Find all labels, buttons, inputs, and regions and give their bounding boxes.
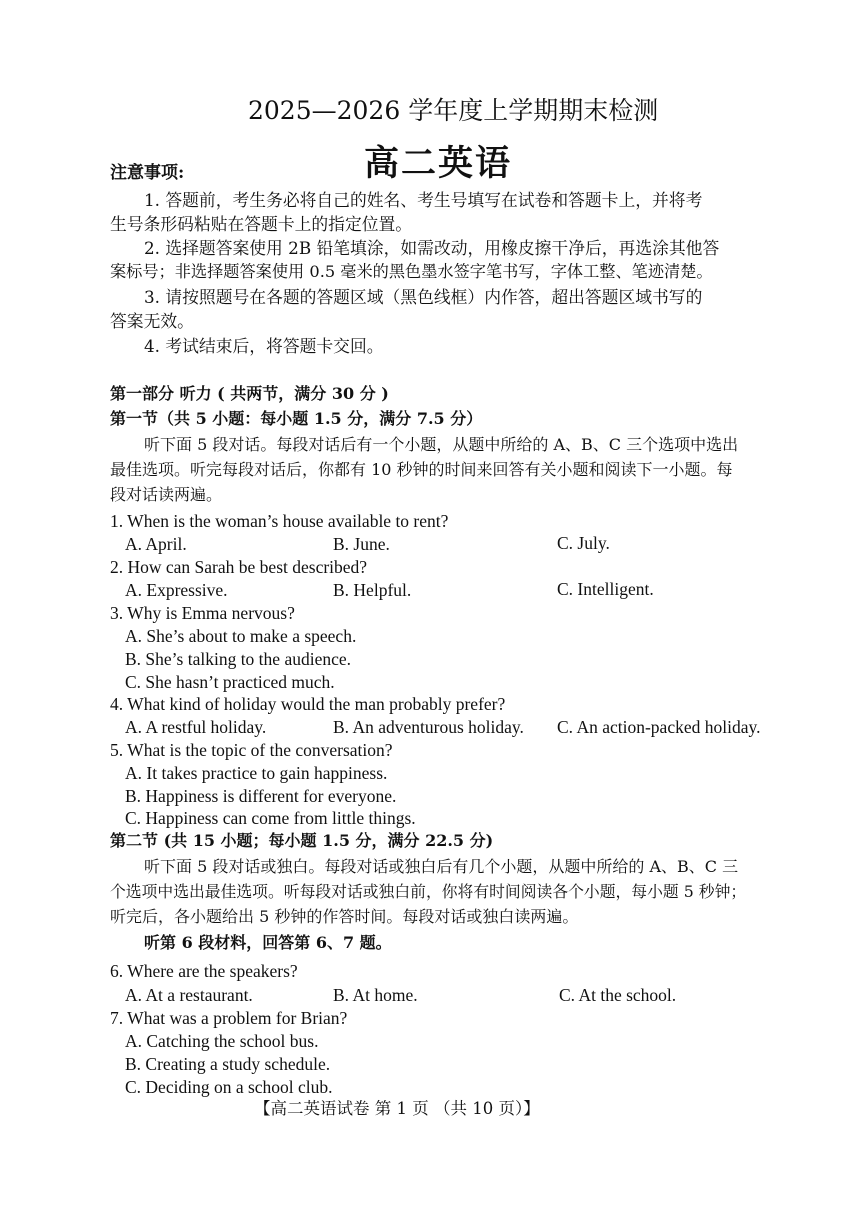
question-3-option-c: C. She hasn’t practiced much. bbox=[125, 672, 335, 692]
question-1-option-c: C. July. bbox=[557, 533, 610, 553]
page-footer: 【高二英语试卷 第 1 页 （共 10 页）】 bbox=[254, 1099, 540, 1118]
question-1-option-a: A. April. bbox=[125, 534, 187, 554]
section-2-heading: 第二节 (共 15 小题；每小题 1.5 分，满分 22.5 分) bbox=[110, 831, 494, 850]
question-5-stem: 5. What is the topic of the conversation? bbox=[110, 740, 393, 760]
material-6-instruction: 听第 6 段材料，回答第 6、7 题。 bbox=[144, 933, 392, 952]
note-1-line-1: 1. 答题前，考生务必将自己的姓名、考生号填写在试卷和答题卡上，并将考 bbox=[144, 190, 703, 210]
question-3-option-a: A. She’s about to make a speech. bbox=[125, 626, 357, 646]
section-2-instruction-3: 听完后，各小题给出 5 秒钟的作答时间。每段对话或独白读两遍。 bbox=[110, 907, 579, 926]
question-3-stem: 3. Why is Emma nervous? bbox=[110, 603, 295, 623]
question-7-option-c: C. Deciding on a school club. bbox=[125, 1077, 333, 1097]
question-5-option-c: C. Happiness can come from little things. bbox=[125, 808, 416, 828]
question-5-option-a: A. It takes practice to gain happiness. bbox=[125, 763, 388, 783]
note-2-line-2: 案标号；非选择题答案使用 0.5 毫米的黑色墨水签字笔书写，字体工整、笔迹清楚。 bbox=[110, 262, 713, 281]
question-6-option-a: A. At a restaurant. bbox=[125, 985, 253, 1005]
question-2-option-a: A. Expressive. bbox=[125, 580, 228, 600]
exam-title: 2025—2026 学年度上学期期末检测 bbox=[248, 96, 659, 125]
section-2-instruction-1: 听下面 5 段对话或独白。每段对话或独白后有几个小题，从题中所给的 A、B、C 三 bbox=[144, 857, 739, 876]
question-6-option-c: C. At the school. bbox=[559, 985, 677, 1005]
section-1-instruction-2: 最佳选项。听完每段对话后，你都有 10 秒钟的时间来回答有关小题和阅读下一小题。每 bbox=[110, 460, 733, 479]
section-1-instruction-1: 听下面 5 段对话。每段对话后有一个小题，从题中所给的 A、B、C 三个选项中选出 bbox=[144, 435, 739, 454]
question-3-option-b: B. She’s talking to the audience. bbox=[125, 649, 351, 669]
note-2-line-1: 2. 选择题答案使用 2B 铅笔填涂，如需改动，用橡皮擦干净后，再选涂其他答 bbox=[144, 238, 720, 258]
question-4-stem: 4. What kind of holiday would the man probably prefer? bbox=[110, 694, 506, 714]
question-2-option-b: B. Helpful. bbox=[333, 580, 412, 600]
question-4-option-b: B. An adventurous holiday. bbox=[333, 717, 524, 737]
question-7-option-a: A. Catching the school bus. bbox=[125, 1031, 319, 1051]
question-4-option-a: A. A restful holiday. bbox=[125, 717, 267, 737]
question-4-option-c: C. An action-packed holiday. bbox=[557, 717, 761, 737]
question-7-stem: 7. What was a problem for Brian? bbox=[110, 1008, 348, 1028]
question-6-stem: 6. Where are the speakers? bbox=[110, 961, 298, 981]
question-5-option-b: B. Happiness is different for everyone. bbox=[125, 786, 397, 806]
part-1-heading: 第一部分 听力 ( 共两节，满分 30 分 ) bbox=[110, 384, 389, 403]
subject-title: 高二英语 bbox=[364, 143, 513, 184]
question-7-option-b: B. Creating a study schedule. bbox=[125, 1054, 331, 1074]
section-1-heading: 第一节（共 5 小题：每小题 1.5 分，满分 7.5 分） bbox=[110, 409, 483, 428]
note-3-line-1: 3. 请按照题号在各题的答题区域（黑色线框）内作答，超出答题区域书写的 bbox=[144, 287, 703, 307]
note-4: 4. 考试结束后，将答题卡交回。 bbox=[144, 336, 384, 356]
question-6-option-b: B. At home. bbox=[333, 985, 418, 1005]
question-1-option-b: B. June. bbox=[333, 534, 390, 554]
notes-heading: 注意事项: bbox=[110, 163, 185, 183]
section-2-instruction-2: 个选项中选出最佳选项。听每段对话或独白前，你将有时间阅读各个小题，每小题 5 秒钟； bbox=[110, 882, 747, 901]
note-1-line-2: 生号条形码粘贴在答题卡上的指定位置。 bbox=[110, 214, 413, 234]
question-2-stem: 2. How can Sarah be best described? bbox=[110, 557, 368, 577]
question-1-stem: 1. When is the woman’s house available to rent? bbox=[110, 511, 449, 531]
question-2-option-c: C. Intelligent. bbox=[557, 579, 654, 599]
section-1-instruction-3: 段对话读两遍。 bbox=[110, 485, 223, 504]
note-3-line-2: 答案无效。 bbox=[110, 311, 194, 331]
